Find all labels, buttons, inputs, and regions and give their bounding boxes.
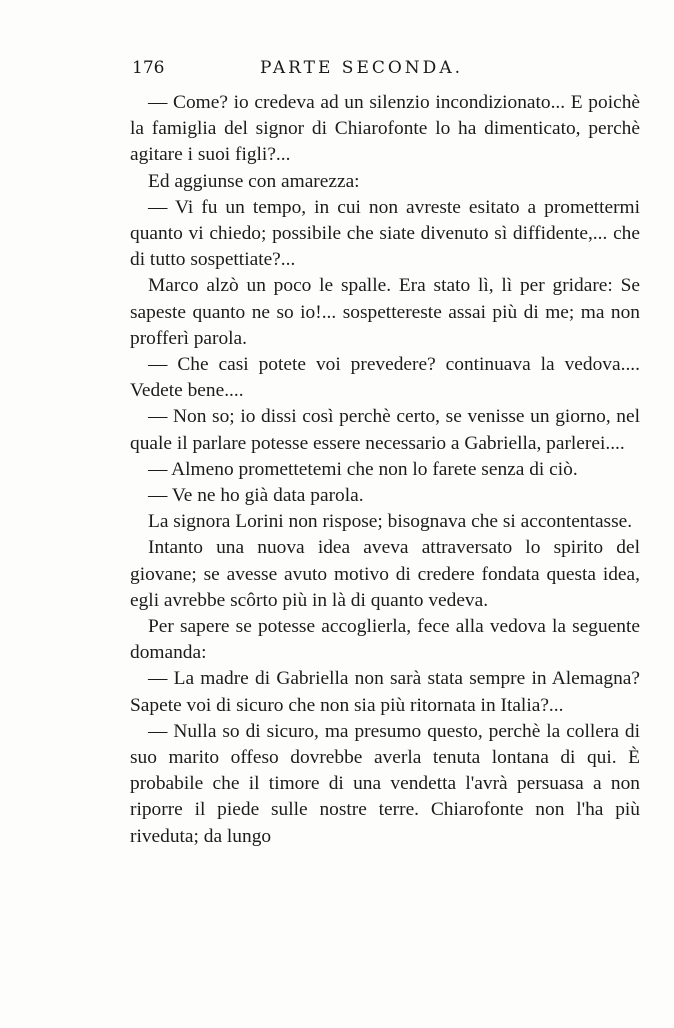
- paragraph: — La madre di Gabriella non sarà stata sempre in Alemagna? Sapete voi di sicuro che non sia più ritornata in Italia?...: [130, 668, 640, 716]
- page-number: 176: [132, 58, 165, 78]
- paragraph: Marco alzò un poco le spalle. Era stato lì, lì per gridare: Se sapeste quanto ne so io!... sospettereste assai più di me; ma non profferì parola.: [130, 275, 640, 349]
- paragraph: — Vi fu un tempo, in cui non avreste esitato a promettermi quanto vi chiedo; possibile che siate divenuto sì diffidente,... che di tutto sospettiate?...: [130, 196, 640, 271]
- paragraph: — Ve ne ho già data parola.: [148, 485, 364, 507]
- paragraph: — Almeno promettetemi che non lo farete senza di ciò.: [148, 458, 578, 480]
- body-text: [130, 90, 640, 850]
- paragraph: Per sapere se potesse accoglierla, fece alla vedova la seguente domanda:: [130, 616, 640, 664]
- paragraph: — Non so; io dissi così perchè certo, se venisse un giorno, nel quale il parlare potesse essere necessario a Gabriella, parlerei....: [130, 406, 640, 454]
- page-header: [132, 58, 638, 88]
- paragraph: La signora Lorini non rispose; bisognava che si accontentasse.: [148, 511, 633, 533]
- running-head: PARTE SECONDA.: [260, 58, 463, 78]
- paragraph: — Nulla so di sicuro, ma presumo questo, perchè la collera di suo marito offeso dovrebbe averla tenuta lontana di qui. È probabile che il timore di una vendetta l'avrà persuasa a non riporre il piede sulle nostre terre. Chiarofonte non l'ha più riveduta; da lungo: [130, 720, 640, 847]
- paragraph: Intanto una nuova idea aveva attraversato lo spirito del giovane; se avesse avuto motivo di credere fondata questa idea, egli avrebbe scôrto più in là di quanto vedeva.: [130, 537, 640, 611]
- paragraph: — Che casi potete voi prevedere? continuava la vedova.... Vedete bene....: [130, 354, 640, 402]
- paragraph: Ed aggiunse con amarezza:: [148, 170, 360, 192]
- paragraph: — Come? io credeva ad un silenzio incondizionato... E poichè la famiglia del signor di Chiarofonte lo ha dimenticato, perchè agitare i suoi figli?...: [130, 92, 640, 166]
